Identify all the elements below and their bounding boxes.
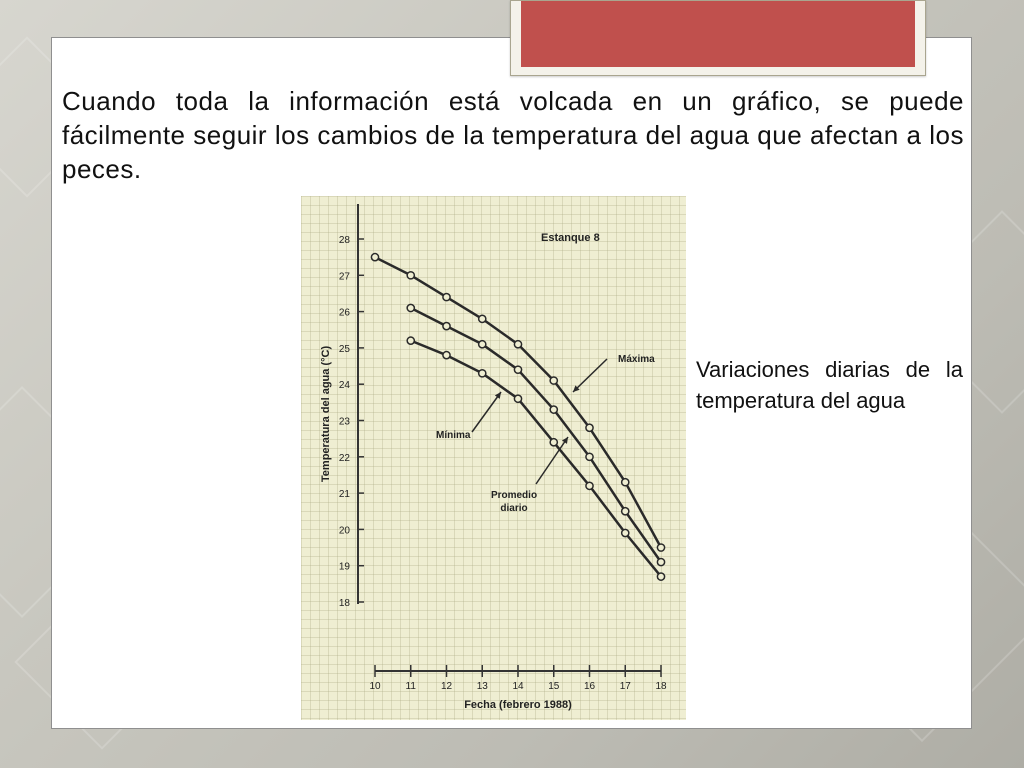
y-tick-label: 24 — [338, 380, 350, 392]
data-point — [550, 377, 557, 384]
data-point — [514, 341, 521, 348]
data-point — [586, 453, 593, 460]
series-line — [411, 341, 661, 577]
title-accent-bar — [521, 1, 915, 67]
chart-title: Estanque 8 — [541, 232, 600, 244]
y-tick-label: 25 — [338, 343, 350, 355]
temperature-chart — [301, 196, 686, 720]
series-label-maxima: Máxima — [618, 354, 655, 365]
data-point — [407, 304, 414, 311]
data-point — [407, 337, 414, 344]
annotation-arrow — [573, 359, 607, 392]
y-tick-label: 19 — [338, 561, 350, 573]
y-axis-title: Temperatura del agua (°C) — [320, 345, 332, 483]
data-point — [479, 370, 486, 377]
x-tick-label: 13 — [476, 681, 488, 692]
intro-paragraph: Cuando toda la información está volcada en un gráfico, se puede fácilmente seguir los cambios de la temperatura del agua que afectan a los peces. — [62, 86, 964, 184]
data-point — [371, 254, 378, 261]
x-tick-label: 15 — [548, 681, 560, 692]
y-tick-label: 21 — [338, 489, 350, 501]
data-point — [657, 544, 664, 551]
data-point — [550, 439, 557, 446]
annotation-arrowhead — [562, 437, 568, 444]
series-label-promedio: diario — [500, 503, 528, 514]
chart-caption: Variaciones diarias de la temperatura del agua — [696, 357, 963, 413]
data-point — [407, 272, 414, 279]
data-point — [622, 479, 629, 486]
chart-svg — [301, 196, 686, 720]
data-point — [443, 352, 450, 359]
data-point — [443, 293, 450, 300]
y-tick-label: 27 — [338, 271, 350, 283]
data-point — [514, 395, 521, 402]
annotation-arrowhead — [495, 392, 501, 399]
annotation-arrow — [472, 392, 501, 432]
y-tick-label: 22 — [338, 452, 350, 464]
data-point — [586, 482, 593, 489]
data-point — [657, 573, 664, 580]
data-point — [622, 529, 629, 536]
data-point — [586, 424, 593, 431]
data-point — [657, 558, 664, 565]
x-tick-label: 18 — [655, 681, 667, 692]
y-tick-label: 28 — [338, 235, 350, 246]
y-tick-label: 18 — [338, 598, 350, 609]
title-placeholder — [510, 0, 926, 76]
data-point — [479, 341, 486, 348]
x-axis-title: Fecha (febrero 1988) — [464, 699, 572, 711]
data-point — [479, 315, 486, 322]
series-label-promedio: Promedio — [490, 490, 538, 501]
x-tick-label: 17 — [619, 681, 631, 692]
x-tick-label: 14 — [512, 681, 524, 692]
data-point — [622, 508, 629, 515]
y-tick-label: 26 — [338, 307, 350, 319]
series-label-minima: Mínima — [436, 430, 471, 441]
data-point — [443, 323, 450, 330]
y-tick-label: 20 — [338, 525, 350, 537]
y-tick-label: 23 — [338, 416, 350, 428]
x-tick-label: 10 — [369, 681, 381, 692]
x-tick-label: 11 — [405, 681, 416, 692]
x-tick-label: 16 — [583, 681, 596, 692]
data-point — [550, 406, 557, 413]
data-point — [514, 366, 521, 373]
x-tick-label: 12 — [440, 681, 453, 692]
